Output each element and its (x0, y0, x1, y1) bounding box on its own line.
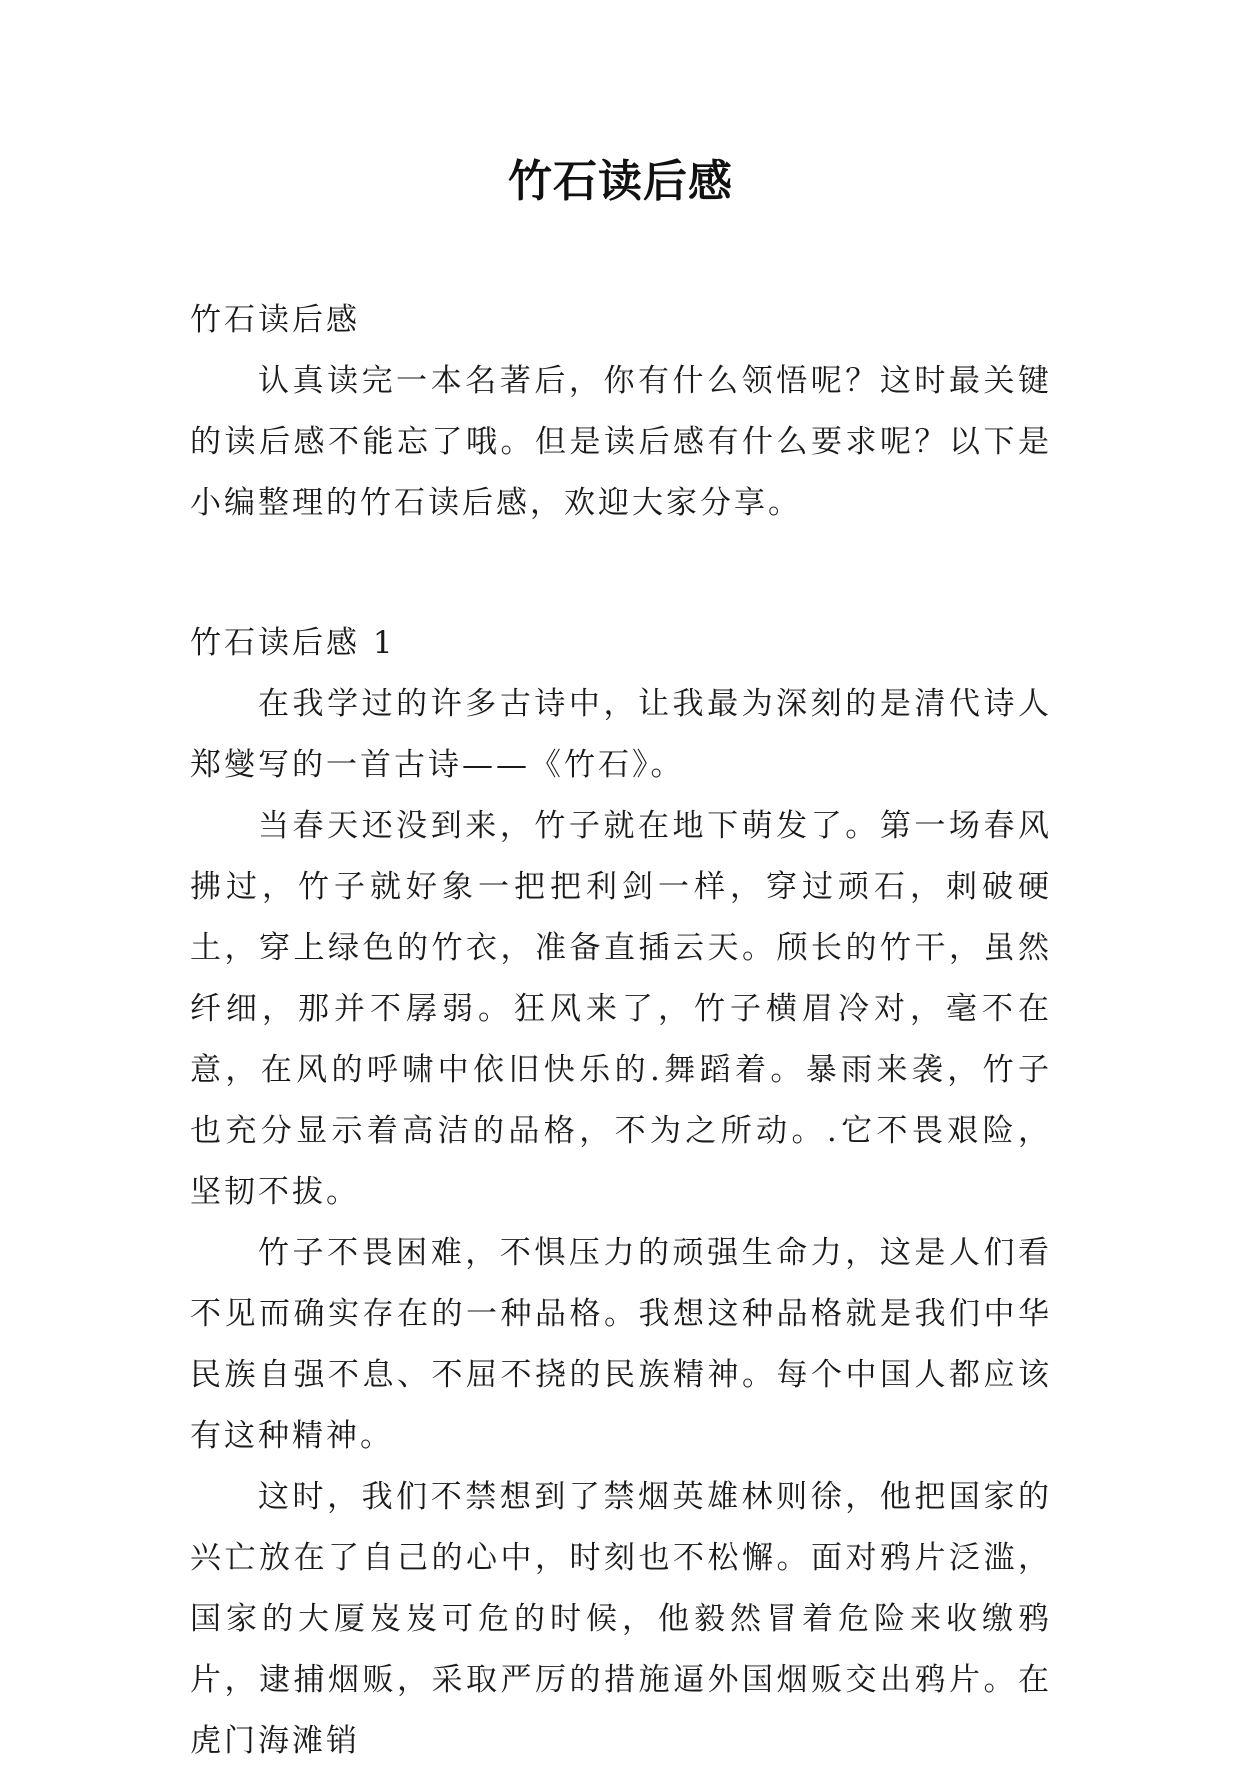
document-body (190, 290, 1052, 1772)
paragraph-1: 在我学过的许多古诗中，让我最为深刻的是清代诗人郑燮写的一首古诗——《竹石》。 (190, 686, 1052, 783)
paragraph-2: 当春天还没到来，竹子就在地下萌发了。第一场春风拂过，竹子就好象一把把利剑一样，穿过顽石，刺破硬土，穿上绿色的竹衣，准备直插云天。颀长的竹干，虽然纤细，那并不孱弱。狂风来了，竹子横眉冷对，毫不在意，在风的呼啸中依旧快乐的.舞蹈着。暴雨来袭，竹子也充分显示着高洁的品格，不为之所动。.它不畏艰险，坚韧不拔。 (190, 808, 1052, 1210)
intro-paragraph: 认真读完一本名著后，你有什么领悟呢？这时最关键的读后感不能忘了哦。但是读后感有什么要求呢？以下是小编整理的竹石读后感，欢迎大家分享。 (190, 363, 1052, 521)
paragraph-3: 竹子不畏困难，不惧压力的顽强生命力，这是人们看不见而确实存在的一种品格。我想这种品格就是我们中华民族自强不息、不屈不挠的民族精神。每个中国人都应该有这种精神。 (190, 1235, 1052, 1454)
section-spacer (190, 534, 1052, 613)
document-title: 竹石读后感 (508, 156, 733, 207)
paragraph-4: 这时，我们不禁想到了禁烟英雄林则徐，他把国家的兴亡放在了自己的心中，时刻也不松懈。面对鸦片泛滥，国家的大厦岌岌可危的时候，他毅然冒着危险来收缴鸦片，逮捕烟贩，采取严厉的措施逼外国烟贩交出鸦片。在虎门海滩销 (190, 1479, 1052, 1759)
subtitle: 竹石读后感 (190, 302, 360, 338)
section-heading: 竹石读后感 1 (190, 625, 396, 661)
